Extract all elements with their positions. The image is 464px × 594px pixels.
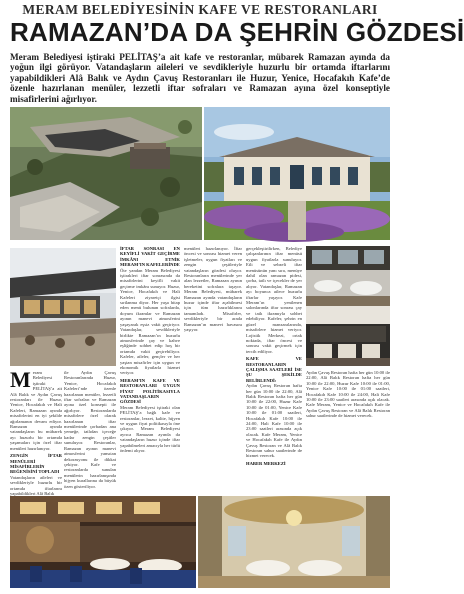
paragraph-hours: Aydın Çavuş Restoran hafta her gün 10:00 ile 22:00, Alâ Balık Restoran hafta her gün 10:00 ile 22:00, Huzur Kafe 10:00 ile 01:00, Yenice Kafe 10:00 ile 01:00 saatleri, Hocafakıh Kafe 10:00 ile 24:00, Hali Kafe 10:00 ile 23:00 saatleri arasında açık olacak. Kafe Meram, Yenice ve Hocafakıh Kafe ile Aydın Çavuş Restoran ve Alâ Balık Restoran sahur saatlerinde de hizmet verecek. [246, 383, 302, 459]
paragraph-iftar-menus: Vatandaşların aileleri ve sevdikleriyle huzurlu bir ortamda iftarlarını yapabildikleri Alâ Balık [10, 474, 62, 496]
restaurant-interior-illustration [10, 496, 196, 588]
terrace-photo [10, 248, 116, 366]
subhead-pricing: MERAM’IN KAFE VE RESTORANLARI UYGUN FİYAT POLİTİKASIYLA VATANDAŞLARIN GÖZDESİ [120, 377, 180, 405]
news-signature: HABER MERKEZİ [246, 460, 286, 466]
banquet-hall-illustration [198, 496, 390, 588]
dining-photo-illustration [306, 246, 390, 306]
dining-photo [306, 246, 390, 306]
banquet-hall-photo [198, 496, 390, 588]
mansion-garden-photo [204, 107, 390, 240]
paragraph-far-right: Aydın Çavuş Restoran hafta her gün 10:00 ile 22:00, Alâ Balık Restoran hafta her gün 10:00 ile 22:00, Huzur Kafe 10:00 ile 01:00, Yenice Kafe 10:00 ile 01:00 saatleri, Hocafakıh Kafe 10:00 ile 24:00, Hali Kafe 10:00 ile 23:00 saatleri arasında açık olacak. Kafe Meram, Yenice ve Hocafakıh Kafe ile Aydın Çavuş Restoran ve Alâ Balık Restoran sahur saatlerinde de hizmet verecek. [306, 370, 390, 419]
restaurant-aerial-photo [10, 107, 202, 240]
article-column-center [184, 246, 242, 492]
kicker-title: MERAM BELEDİYESİNİN KAFE VE RESTORANLARI [22, 2, 378, 17]
subhead-iftar-menus: ZENGİN İFTAR MENÜLERİ MİSAFİRLERİN BEĞENİSİNİ TOPLADI [10, 453, 62, 475]
lede-paragraph: Meram Belediyesi iştiraki PELİTAŞ’a ait kafe ve restoranlar, mübarek Ramazan ayında da yoğun ilgi görüyor. Vatandaşların aileleri ve sevdikleriyle huzurlu bir ortamda iftarlarını yapabildikleri Alâ Balık ve Aydın Çavuş Restoranları ile Huzur, Yenice, Hocafakıh Kafe’de özenle hazırlanan menüler, lezzetli iftar sofraları ve Ramazan ayına özel konseptiyle misafirlerini ağırlıyor. [10, 52, 390, 104]
headline: RAMAZAN’DA DA ŞEHRİN GÖZDESİ [10, 17, 464, 47]
cafe-interior-photo [306, 306, 390, 366]
paragraph-pricing: Meram Belediyesi iştiraki olan PELİTAŞ’a bağlı kafe ve restoranlar, lezzet, kalite, hijyen ve uygun fiyat politikasıyla öne çıkıyor. Meram Belediyesi ayrıca Ramazan ayında da vatandaşların huzur içinde iftar yapabilmeleri amacıyla her türlü önlemi alıyor. [120, 404, 180, 454]
paragraph-center: menüleri hazırlanıyor. İftar öncesi ve sonrası hizmet veren işletmeler, uygun fiyatları ve zengin çeşitleriyle vatandaşların gözdesi oluyor. Restoranların menülerinde yer alan lezzetler, Ramazan ayının bereketini sofralara taşıyor. Meram Belediyesi, mübarek Ramazan ayında vatandaşların huzur içinde iftar açabilmesi için tüm hazırlıklarını tamamladı. Misafirler, sevdikleriyle bir arada Ramazan’ın manevi havasını yaşıyor. [184, 246, 242, 333]
subhead-cafes: İFTAR SONRASI EN KEYİFLİ VAKİT GEÇİRME İMKÂNI ETNİK MERAM’IN KAFELERİNDE [120, 246, 180, 268]
article-column-right [246, 246, 302, 492]
article-column-middle-top [120, 246, 180, 492]
restaurant-interior-photo [10, 496, 196, 588]
article-column-bottom-mid [64, 370, 116, 492]
paragraph-cafes: Öte yandan Meram Belediyesi iştirakleri iftar sonrasında da misafirlerini keyifli vakit geçirme imkânı sunuyor. Huzur, Yenice, Hocafakıh ve Hali Kafeleri ziyaretçi ilgisi sırtlanma diyor. Her yaşa hitap eden menü bulunan sofralarda, doyum ikramlar ve Ramazan ayının manevi atmosferini yaşayarak eşsiz vakit geçiriyor. Vatandaşlar, sevdikleriyle birlikte Ramazan’ın huzurlu atmosferinde çay ve kahve eşliğinde sohbet edip hoş bir ortamda vakit geçirebiliyor. Kafeler, aileler, gençler ve her yaştan misafirler için uygun ve ekonomik fiyatlarla hizmet veriyor. [120, 267, 180, 376]
terrace-photo-illustration [10, 248, 116, 366]
paragraph-bottom-mid: ile Aydın Çavuş Restoranlarında Huzur, Yenice, Hocafakıh Kafeleri’nde özenle hazırlanan menüler, lezzetli iftar sofraları ve Ramazan ayına özel konsepti ile ağırlıyor. Restoranlarda misafirlere özel olarak hazırlanan iftar menülerinde çorbadan ana yemeğe, tatlıdan içeceğe kadar zengin çeşitler sunuluyor. Restoranlar, Ramazan ayının manevi atmosferini yansıtan dekorasyonu ile dikkat çekiyor. Kafe ve restoranlarda sunulan menülerin hazırlanışında hijyen kurallarına da büyük özen gösteriliyor. [64, 370, 116, 489]
aerial-photo-illustration [10, 107, 202, 240]
paragraph-right-1: gerçekleştirilirken, Belediye çalışanlarının iftar menüsü uygun fiyatlarla sunuluyor. Etli ve sebzeli iftar menüsünün yanı sıra, menüye dahil olan ramazan pidesi, çorba, tatlı ve içecekler de yer alıyor. Vatandaşlar, Ramazan ayı boyunca ailece huzurlu iftarlar yaşıyor. Kafe Meram’ın yenilenen salonlarında iftar sonrası çay ve tatlı ikramıyla sohbet edebiliyor. Kafeler, şehrin en güzel manzaralarında, misafirlere hizmet veriyor. Lojistik Merkezi, ortak noktada, iftar öncesi ve sonrası vakit geçirmek için tercih ediliyor. [246, 246, 302, 354]
cafe-interior-illustration [306, 306, 390, 366]
article-column-bottom-left [10, 367, 62, 496]
drop-cap: M [10, 367, 31, 392]
mansion-photo-illustration [204, 107, 390, 240]
subhead-hours: KAFE VE RESTORANLARIN ÇALIŞMA SAATLERİ İSE ŞU ŞEKİLDE BELİRLENDİ: [246, 356, 302, 383]
article-column-far-right [306, 370, 390, 492]
paragraph-intro: eram Belediyesi iştiraki PELİTAŞ’a ait Alâ Balık ve Aydın Çavuş restoranları ile Huzur, Yenice, Hocafakıh ve Hali Kafeleri, Ramazan ayında misafirlerini en iyi şekilde ağırlamanın devam ediyor. Ramazan ayında vatandaşların bu mübarek ayı huzurlu bir ortamda yaşamaları için özel iftar menüleri hazırlanıyor. [10, 370, 62, 451]
